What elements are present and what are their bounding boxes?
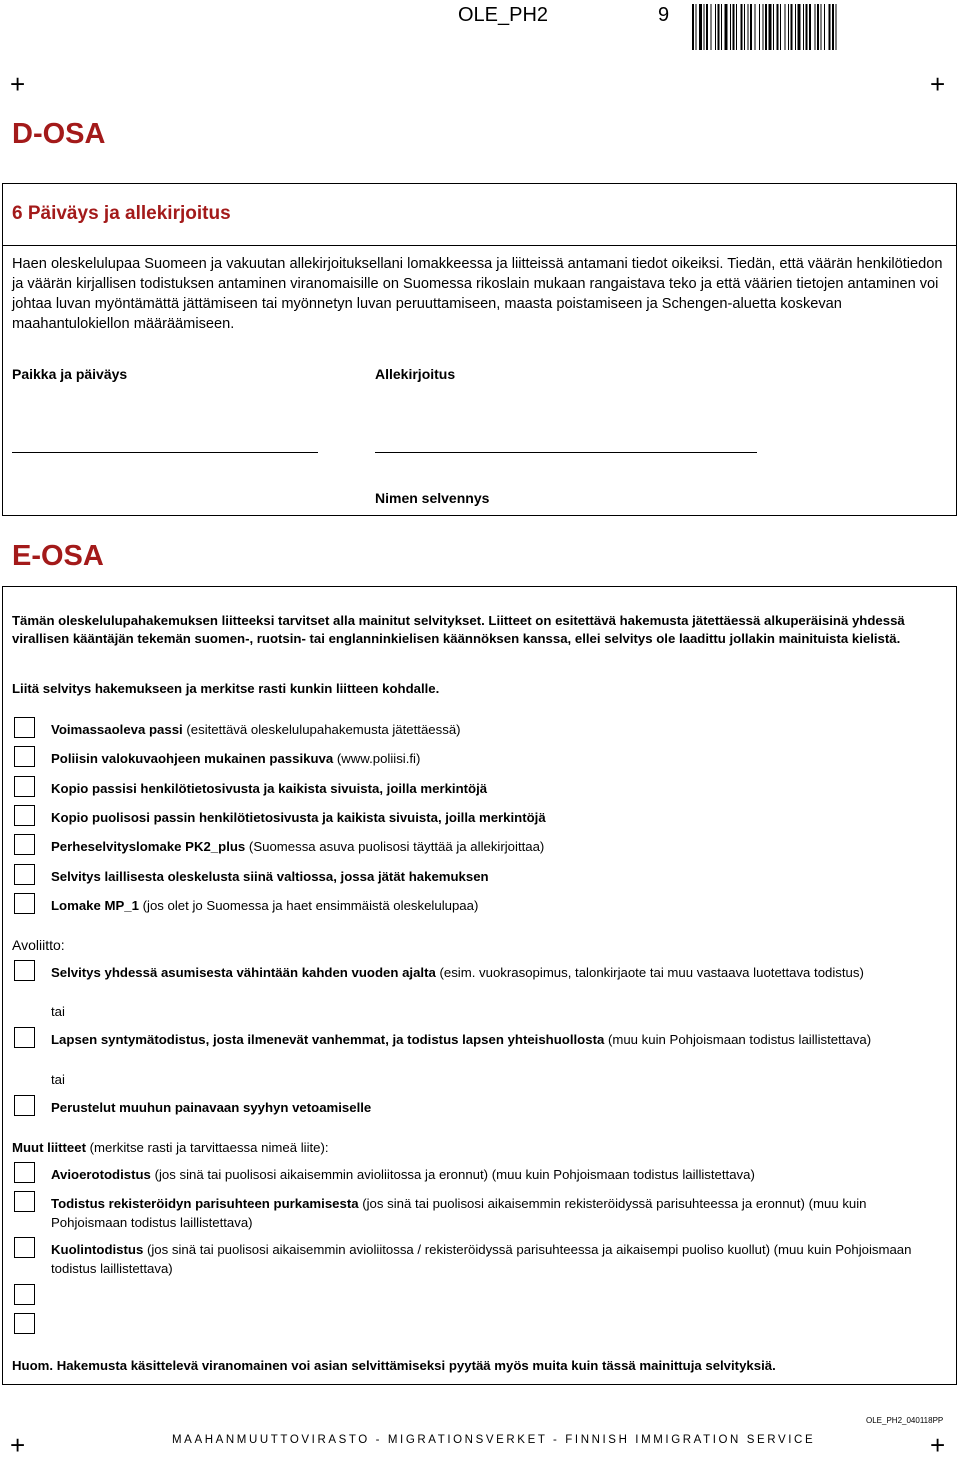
attachments-intro: Tämän oleskelulupahakemuksen liitteeksi tarvitset alla mainitut selvitykset. Liitteet on esitettävä hakemusta jätettäessä alkuperäisinä yhdessä virallisen kääntäjän tekemän suomen-, ruotsin- tai englanninkielisen käännöksen kanssa, ellei selvitys ole laadittu jollakin mainituista kielistä. xyxy=(12,613,905,646)
barcode-bar xyxy=(733,4,735,50)
item-death-certificate: Kuolintodistus (jos sinä tai puolisosi aikaisemmin avioliitossa / rekisteröidyssä parisuhteessa ja aikaisempi puoliso kuollut) (muu kuin Pohjoismaan todistus laillistettava) xyxy=(51,1242,912,1276)
form-code: OLE_PH2 xyxy=(458,4,549,26)
item-passport-copy: Kopio passisi henkilötietosivusta ja kaikista sivuista, joilla merkintöjä xyxy=(51,781,488,796)
place-date-label: Paikka ja päiväys xyxy=(12,366,128,382)
barcode-bar xyxy=(711,4,712,50)
signature-label: Allekirjoitus xyxy=(375,366,456,382)
barcode-bar xyxy=(798,4,801,50)
place-date-line[interactable] xyxy=(12,452,318,453)
name-clarification-label: Nimen selvennys xyxy=(375,490,490,506)
checkbox-passport-photo[interactable] xyxy=(14,746,35,767)
other-attachments-label: Muut liitteet (merkitse rasti ja tarvittaessa nimeä liite): xyxy=(12,1140,329,1155)
barcode-bar xyxy=(730,4,731,50)
checkbox-other-reason[interactable] xyxy=(14,1095,35,1116)
item-cohabitation: Selvitys yhdessä asumisesta vähintään kahden vuoden ajalta (esim. vuokrasopimus, talonkirjaote tai muu vastaava luotettava todistus) xyxy=(51,965,864,980)
barcode-bar xyxy=(821,4,822,50)
registration-mark-bottom-right: + xyxy=(930,1430,946,1460)
checkbox-other-1[interactable] xyxy=(14,1284,35,1305)
barcode-bar xyxy=(765,4,767,50)
barcode xyxy=(692,4,948,50)
barcode-bar xyxy=(736,4,737,50)
declaration-text: Haen oleskelulupaa Suomeen ja vakuutan allekirjoituksellani lomakkeessa ja liitteissä antamani tiedot oikeiksi. Tiedän, että väärän henkilötiedon ja väärän kirjallisen todistuksen antaminen viranomaisille on Suomessa rikoslain mukaan rangaistava teko ja että väärien tietojen antaminen voi johtaa luvan myöntämättä jättämiseen tai myönnetyn luvan peruuttamiseen, maasta poistamiseen ja Schengen-aluetta koskevan maahantulokiellon määräämiseen. xyxy=(12,256,943,332)
barcode-bar xyxy=(769,4,772,50)
item-partnership-dissolution: Todistus rekisteröidyn parisuhteen purkamisesta (jos sinä tai puolisosi aikaisemmin rekisteröidyssä parisuhteessa ja eronnut) (muu kuin Pohjoismaan todistus laillistettava) xyxy=(51,1196,867,1230)
attachments-instruction: Liitä selvitys hakemukseen ja merkitse rasti kunkin liitteen kohdalle. xyxy=(12,681,440,696)
barcode-bar xyxy=(750,4,752,50)
barcode-bar xyxy=(785,4,786,50)
common-law-label: Avoliitto: xyxy=(12,937,65,953)
agency-footer: MAAHANMUUTTOVIRASTO - MIGRATIONSVERKET - FINNISH IMMIGRATION SERVICE xyxy=(172,1434,816,1446)
checkbox-spouse-passport-copy[interactable] xyxy=(14,805,35,826)
barcode-bar xyxy=(748,4,749,50)
barcode-bar xyxy=(755,4,756,50)
barcode-bar xyxy=(718,4,720,50)
item-child-certificate: Lapsen syntymätodistus, josta ilmenevät vanhemmat, ja todistus lapsen yhteishuollosta (muu kuin Pohjoismaan todistus laillistettava) xyxy=(51,1032,872,1047)
checkbox-family-form[interactable] xyxy=(14,834,35,855)
barcode-bar xyxy=(704,4,705,50)
barcode-bar xyxy=(721,4,722,50)
barcode-bar xyxy=(836,4,837,50)
or-word-1: tai xyxy=(51,1004,65,1019)
signature-line[interactable] xyxy=(375,452,757,453)
checkbox-cohabitation[interactable] xyxy=(14,960,35,981)
document-id: OLE_PH2_040118PP xyxy=(866,1416,944,1425)
barcode-bar xyxy=(806,4,808,50)
barcode-bar xyxy=(791,4,793,50)
checkbox-other-2[interactable] xyxy=(14,1313,35,1334)
barcode-bar xyxy=(706,4,708,50)
barcode-bar xyxy=(809,4,811,50)
section-6-title: 6 Päiväys ja allekirjoitus xyxy=(12,203,231,224)
barcode-bar xyxy=(829,4,831,50)
item-passport-photo: Poliisin valokuvaohjeen mukainen passikuva (www.poliisi.fi) xyxy=(51,751,421,766)
barcode-bar xyxy=(763,4,764,50)
barcode-bar xyxy=(744,4,745,50)
barcode-bar xyxy=(817,4,819,50)
barcode-bar xyxy=(715,4,716,50)
checkbox-form-mp1[interactable] xyxy=(14,893,35,914)
barcode-bar xyxy=(725,4,728,50)
item-form-mp1: Lomake MP_1 (jos olet jo Suomessa ja haet ensimmäistä oleskelulupaa) xyxy=(51,898,479,913)
barcode-bar xyxy=(692,4,694,50)
barcode-bar xyxy=(795,4,796,50)
or-word-2: tai xyxy=(51,1072,65,1087)
barcode-bar xyxy=(780,4,781,50)
registration-mark-bottom-left: + xyxy=(10,1430,26,1460)
checkbox-legal-residence[interactable] xyxy=(14,864,35,885)
barcode-bar xyxy=(824,4,825,50)
item-other-reason: Perustelut muuhun painavaan syyhyn vetoamiselle xyxy=(51,1100,372,1115)
barcode-bar xyxy=(815,4,816,50)
barcode-bar xyxy=(759,4,760,50)
barcode-bar xyxy=(741,4,743,50)
checkbox-valid-passport[interactable] xyxy=(14,717,35,738)
item-divorce-certificate: Avioerotodistus (jos sinä tai puolisosi aikaisemmin avioliitossa ja eronnut) (muu kuin Pohjoismaan todistus laillistettava) xyxy=(51,1167,755,1182)
barcode-bar xyxy=(773,4,774,50)
checkbox-death-certificate[interactable] xyxy=(14,1237,35,1258)
item-legal-residence: Selvitys laillisesta oleskelusta siinä valtiossa, jossa jätät hakemuksen xyxy=(51,869,489,884)
item-valid-passport: Voimassaoleva passi (esitettävä oleskelulupahakemusta jätettäessä) xyxy=(51,722,461,737)
barcode-bar xyxy=(832,4,834,50)
checkbox-divorce-certificate[interactable] xyxy=(14,1162,35,1183)
part-e-title: E-OSA xyxy=(12,540,104,572)
part-d-title: D-OSA xyxy=(12,118,106,150)
checkbox-passport-copy[interactable] xyxy=(14,776,35,797)
registration-mark-top-left: + xyxy=(10,69,26,99)
barcode-bar xyxy=(777,4,779,50)
checkbox-child-certificate[interactable] xyxy=(14,1027,35,1048)
page-number: 9 xyxy=(658,4,670,26)
item-family-form: Perheselvityslomake PK2_plus (Suomessa asuva puolisosi täyttää ja allekirjoittaa) xyxy=(51,839,545,854)
barcode-bar xyxy=(699,4,702,50)
barcode-bar xyxy=(803,4,804,50)
item-spouse-passport-copy: Kopio puolisosi passin henkilötietosivusta ja kaikista sivuista, joilla merkintöjä xyxy=(51,810,546,825)
registration-mark-top-right: + xyxy=(930,69,946,99)
barcode-bar xyxy=(788,4,789,50)
checkbox-partnership-dissolution[interactable] xyxy=(14,1191,35,1212)
note-text: Huom. Hakemusta käsittelevä viranomainen voi asian selvittämiseksi pyytää myös muita kuin tässä mainittuja selvityksiä. xyxy=(12,1358,776,1373)
barcode-bar xyxy=(696,4,697,50)
